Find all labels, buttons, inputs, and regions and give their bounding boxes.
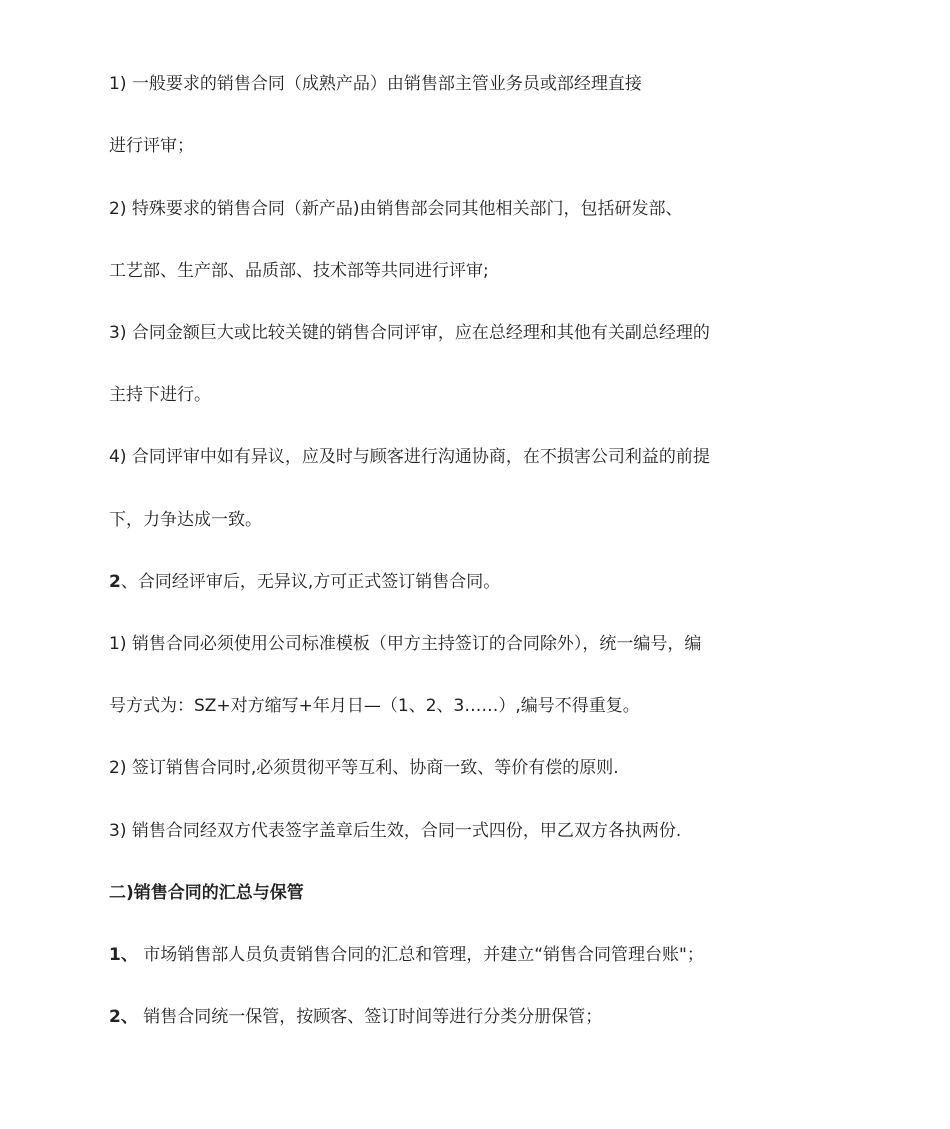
section-heading (109, 882, 304, 904)
line-text: 1) 销售合同必须使用公司标准模板（甲方主持签订的合同除外），统一编号，编 (109, 634, 702, 654)
line-text: 主持下进行。 (109, 385, 211, 405)
line-text: 号方式为：SZ+对方缩写+年月日—（1、2、3……）,编号不得重复。 (109, 696, 640, 716)
line-text: 3) 销售合同经双方代表签字盖章后生效，合同一式四份，甲乙双方各执两份. (109, 821, 682, 841)
line-text: 工艺部、生产部、品质部、技术部等共同进行评审; (109, 261, 489, 281)
heading-text: 二)销售合同的汇总与保管 (109, 883, 304, 903)
paragraph-line (109, 384, 211, 406)
paragraph-line (109, 73, 642, 95)
line-text: 销售合同统一保管，按顾客、签订时间等进行分类分册保管； (137, 1007, 603, 1027)
line-text: 、合同经评审后，无异议,方可正式签订销售合同。 (120, 572, 501, 592)
paragraph-line (109, 633, 701, 655)
paragraph-line (109, 695, 640, 717)
item-number: 2、 (109, 1007, 138, 1027)
paragraph-line (109, 446, 710, 468)
numbered-item (109, 944, 704, 966)
line-text: 市场销售部人员负责销售合同的汇总和管理，并建立“销售合同管理台账"； (137, 945, 704, 965)
paragraph-line (109, 198, 682, 220)
paragraph-line (109, 509, 262, 531)
paragraph-line (109, 820, 681, 842)
line-text: 下，力争达成一致。 (109, 510, 262, 530)
numbered-item (109, 1006, 602, 1028)
paragraph-line (109, 135, 194, 157)
item-number: 2 (109, 572, 121, 592)
paragraph-line (109, 757, 619, 779)
line-text: 进行评审； (109, 136, 194, 156)
line-text: 1) 一般要求的销售合同（成熟产品）由销售部主管业务员或部经理直接 (109, 74, 642, 94)
line-text: 2) 签订销售合同时,必须贯彻平等互利、协商一致、等价有偿的原则. (109, 758, 619, 778)
line-text: 4) 合同评审中如有异议，应及时与顾客进行沟通协商，在不损害公司利益的前提 (109, 447, 710, 467)
paragraph-line (109, 260, 489, 282)
numbered-item (109, 571, 500, 593)
item-number: 1、 (109, 945, 138, 965)
line-text: 3) 合同金额巨大或比较关键的销售合同评审，应在总经理和其他有关副总经理的 (109, 323, 710, 343)
line-text: 2) 特殊要求的销售合同（新产品)由销售部会同其他相关部门，包括研发部、 (109, 199, 683, 219)
paragraph-line (109, 322, 710, 344)
